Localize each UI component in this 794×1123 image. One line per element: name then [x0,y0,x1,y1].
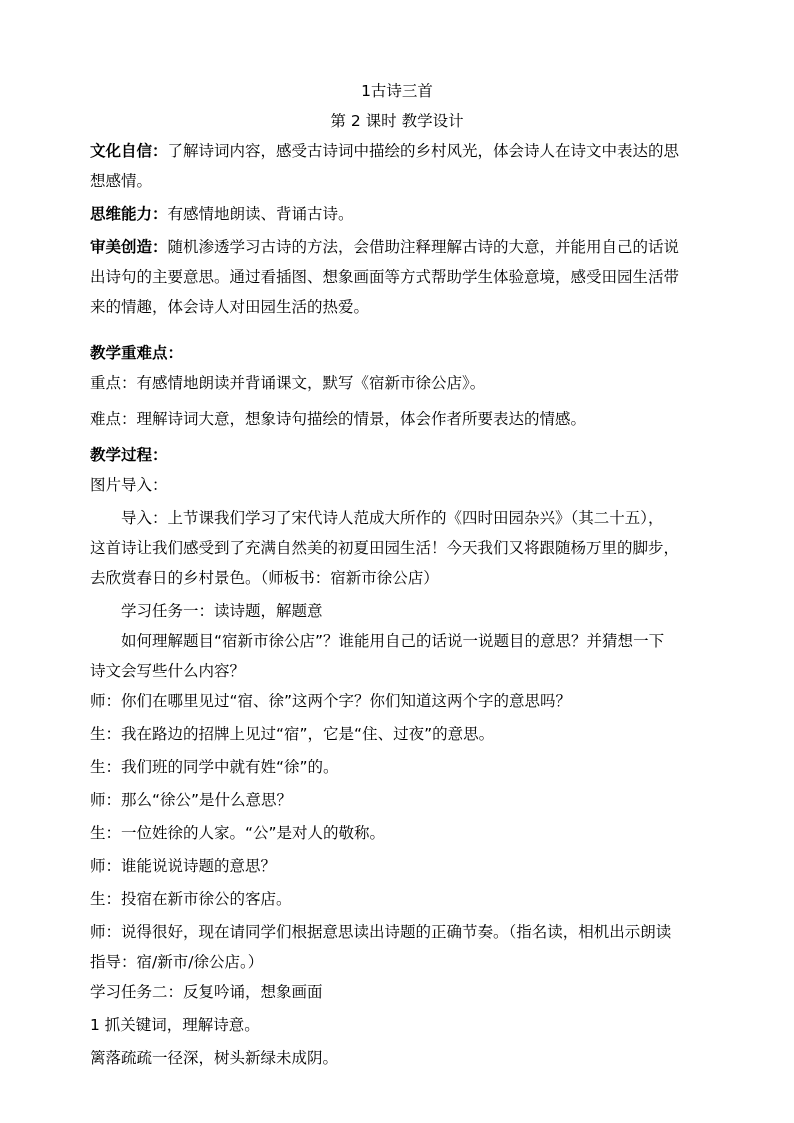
process-heading: 教学过程： [90,446,168,464]
goal-label: 文化自信： [90,142,168,160]
dialog-line: 生：我们班的同学中就有姓“徐”的。 [90,758,339,776]
key-points-heading: 教学重难点： [90,344,184,362]
dialog-line: 生：我在路边的招牌上见过“宿”，它是“住、过夜”的意思。 [90,725,495,743]
goal-culture [90,136,704,196]
goal-label: 思维能力： [90,205,168,223]
goal-text-cont: 想感情。 [90,172,153,190]
dialog-line: 生：一位姓徐的人家。“公”是对人的敬称。 [90,824,386,842]
goal-text: 有感情地朗读、背诵古诗。 [167,205,354,223]
document-page [90,72,704,1073]
goal-text: 随机渗透学习古诗的方法，会借助注释理解古诗的大意，并能用自己的话说 [167,238,680,256]
goal-thinking [90,199,704,229]
lesson-title: 1古诗三首 [361,82,433,100]
teacher-paragraph: 师：说得很好，现在请同学们根据意思读出诗题的正确节奏。（指名读，相机出示朗读 指导：宿/新市/徐公店。） [90,923,672,971]
goal-label: 审美创造： [90,238,168,256]
goal-text-cont: 出诗句的主要意思。通过看插图、想象画面等方式帮助学生体验意境，感受田园生活带 [90,268,680,286]
step-one: 1 抓关键词，理解诗意。 [90,1016,260,1034]
task-one-heading: 学习任务一：读诗题，解题意 [121,602,323,620]
dialog-line: 师：那么“徐公”是什么意思？ [90,791,293,809]
intro-paragraph: 导入：上节课我们学习了宋代诗人范成大所作的《四时田园杂兴》（其二十五）， 这首诗让我们感受到了充满自然美的初夏田园生活！今天我们又将跟随杨万里的脚步， 去欣赏春日的乡村景色。（师板书：宿新市徐公店） [90,509,680,587]
lesson-subtitle: 第 2 课时 教学设计 [330,112,464,130]
question-paragraph: 如何理解题目“宿新市徐公店”？谁能用自己的话说一说题目的意思？并猜想一下 诗文会写些什么内容？ [90,632,665,680]
dialog-line: 师：你们在哪里见过“宿、徐”这两个字？你们知道这两个字的意思吗？ [90,692,572,710]
dialog-line: 师：谁能说说诗题的意思？ [90,857,277,875]
goal-text: 了解诗词内容，感受古诗词中描绘的乡村风光，体会诗人在诗文中表达的思 [167,142,680,160]
dialog-line: 生：投宿在新市徐公的客店。 [90,890,292,908]
goal-aesthetic [90,232,704,322]
image-intro: 图片导入： [90,476,168,494]
goal-text-cont: 来的情趣，体会诗人对田园生活的热爱。 [90,298,370,316]
poem-line: 篱落疏疏一径深，树头新绿未成阴。 [90,1049,339,1067]
task-two-heading: 学习任务二：反复吟诵，想象画面 [90,983,323,1001]
key-point-focus: 重点：有感情地朗读并背诵课文，默写《宿新市徐公店》。 [90,374,486,392]
key-point-difficulty: 难点：理解诗词大意，想象诗句描绘的情景，体会作者所要表达的情感。 [90,410,587,428]
